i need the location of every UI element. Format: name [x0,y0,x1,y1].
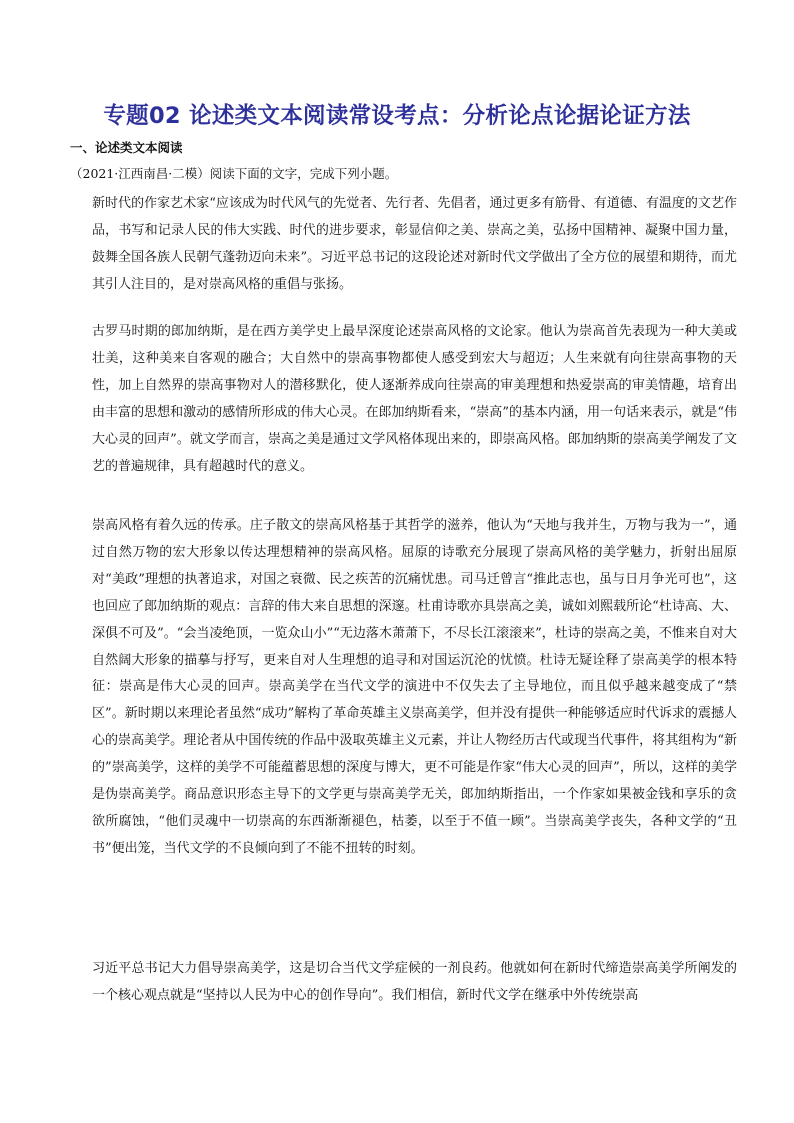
page-title: 专题02 论述类文本阅读常设考点：分析论点论据论证方法 [103,103,691,129]
paragraph-1: 新时代的作家艺术家“应该成为时代风气的先觉者、先行者、先倡者，通过更多有筋骨、有道德、有温度的文艺作品，书写和记录人民的伟大实践、时代的进步要求，彰显信仰之美、崇高之美，弘扬中国精神、凝聚中国力量，鼓舞全国各族人民朝气蓬勃迈向未来”。习近平总书记的这段论述对新时代文学做出了全方位的展望和期待，而尤其引人注目的，是对崇高风格的重倡与张扬。 [92,196,737,292]
paragraph-2: 古罗马时期的郎加纳斯，是在西方美学史上最早深度论述崇高风格的文论家。他认为崇高首先表现为一种大美或壮美，这种美来自客观的融合；大自然中的崇高事物都使人感受到宏大与超迈；人生来就有向往崇高事物的天性，加上自然界的崇高事物对人的潜移默化，使人逐渐养成向往崇高的审美理想和热爱崇高的审美情趣，培育出由丰富的思想和激动的感情所形成的伟大心灵。在郎加纳斯看来，“崇高”的基本内涵，用一句话来表示，就是“伟大心灵的回声”。就文学而言，崇高之美是通过文学风格体现出来的，即崇高风格。郎加纳斯的崇高美学阐发了文艺的普遍规律，具有超越时代的意义。 [92,324,737,474]
source-line: （2021·江西南昌·二模）阅读下面的文字，完成下列小题。 [70,166,398,181]
paragraph-3: 崇高风格有着久远的传承。庄子散文的崇高风格基于其哲学的滋养，他认为“天地与我并生，万物与我为一”，通过自然万物的宏大形象以传达理想精神的崇高风格。屈原的诗歌充分展现了崇高风格的美学魅力，折射出屈原对“美政”理想的执著追求，对国之衰微、民之疾苦的沉痛忧患。司马迁曾言“推此志也，虽与日月争光可也”，这也回应了郎加纳斯的观点：言辞的伟大来自思想的深邃。杜甫诗歌亦具崇高之美，诚如刘熙载所论“杜诗高、大、深俱不可及”。“会当凌绝顶，一览众山小”“无边落木萧萧下，不尽长江滚滚来”，杜诗的崇高之美，不惟来自对大自然阔大形象的描摹与抒写，更来自对人生理想的追寻和对国运沉沦的忧愤。杜诗无疑诠释了崇高美学的根本特征：崇高是伟大心灵的回声。崇高美学在当代文学的演进中不仅失去了主导地位，而且似乎越来越变成了“禁区”。新时期以来理论者虽然“成功”解构了革命英雄主义崇高美学，但并没有提供一种能够适应时代诉求的震撼人心的崇高美学。理论者从中国传统的作品中汲取英雄主义元素，并让人物经历古代或现当代事件，将其组构为“新的”崇高美学，这样的美学不可能蕴蓄思想的深度与博大，更不可能是作家“伟大心灵的回声”，所以，这样的美学是伪崇高美学。商品意识形态主导下的文学更与崇高美学无关，郎加纳斯指出，一个作家如果被金钱和享乐的贪欲所腐蚀，“他们灵魂中一切崇高的东西渐渐褪色，枯萎，以至于不值一顾”。当崇高美学丧失，各种文学的“丑书”便出笼，当代文学的不良倾向到了不能不扭转的时刻。 [92,518,737,856]
paragraph-4: 习近平总书记大力倡导崇高美学，这是切合当代文学症候的一剂良药。他就如何在新时代缔造崇高美学所阐发的一个核心观点就是“坚持以人民为中心的创作导向”。我们相信，新时代文学在继承中外传统崇高 [92,961,737,1003]
section-heading: 一、论述类文本阅读 [70,140,183,155]
